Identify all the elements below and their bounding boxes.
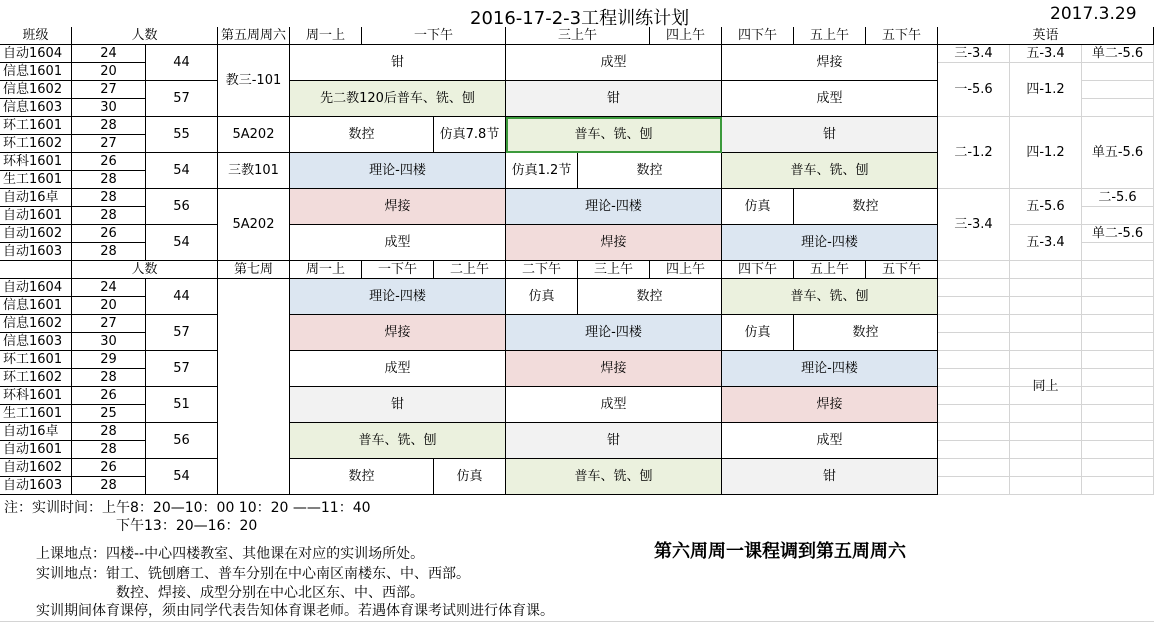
course-cell[interactable]: 钳 <box>506 423 722 459</box>
course-cell[interactable]: 仿真 <box>722 315 794 351</box>
course-cell[interactable]: 成型 <box>722 423 938 459</box>
english-cell[interactable]: 二-5.6 <box>1082 189 1154 207</box>
header-thu-am: 四上午 <box>650 261 722 279</box>
schedule-title: 2016-17-2-3工程训练计划 <box>470 8 690 29</box>
header-class: 班级 <box>0 27 72 45</box>
course-cell[interactable]: 普车、铣、刨 <box>722 279 938 315</box>
course-cell[interactable]: 焊接 <box>722 387 938 423</box>
class-name: 自动1604 <box>0 279 72 297</box>
note-time-am: 注：实训时间：上午8：20—10：00 10：20 ——11：40 <box>4 500 371 516</box>
course-cell[interactable]: 钳 <box>290 45 506 81</box>
header-mon-am: 周一上 <box>290 27 362 45</box>
english-cell[interactable] <box>1010 459 1082 477</box>
schedule-date: 2017.3.29 <box>1050 4 1137 24</box>
group-total: 51 <box>146 387 218 423</box>
english-cell[interactable] <box>938 261 1010 279</box>
english-cell[interactable]: 单五-5.6 <box>1082 117 1154 189</box>
course-cell[interactable]: 理论-四楼 <box>290 153 506 189</box>
group-total: 44 <box>146 45 218 81</box>
english-cell[interactable] <box>1082 477 1154 495</box>
english-cell[interactable] <box>1082 459 1154 477</box>
course-cell[interactable]: 焊接 <box>722 45 938 81</box>
course-cell[interactable]: 数控 <box>794 189 938 225</box>
english-cell[interactable] <box>1082 99 1154 117</box>
group-total: 55 <box>146 117 218 153</box>
group-total: 57 <box>146 81 218 117</box>
class-name: 自动1603 <box>0 243 72 261</box>
header-mon-am: 周一上 <box>290 261 362 279</box>
class-name: 环科1601 <box>0 387 72 405</box>
class-count: 26 <box>72 387 146 405</box>
class-count: 28 <box>72 477 146 495</box>
header-thu-pm: 四下午 <box>722 261 794 279</box>
class-name: 环科1601 <box>0 153 72 171</box>
class-count: 26 <box>72 225 146 243</box>
english-cell[interactable] <box>1082 261 1154 279</box>
class-count: 30 <box>72 99 146 117</box>
group-total: 57 <box>146 351 218 387</box>
english-cell[interactable] <box>1010 441 1082 459</box>
header-thu-am: 四上午 <box>650 27 722 45</box>
course-cell[interactable]: 数控 <box>578 153 722 189</box>
english-cell[interactable] <box>1010 315 1082 333</box>
english-cell[interactable] <box>1082 243 1154 261</box>
english-cell[interactable] <box>1082 207 1154 225</box>
english-cell[interactable] <box>1010 423 1082 441</box>
class-count: 26 <box>72 459 146 477</box>
course-cell[interactable]: 焊接 <box>290 315 506 351</box>
english-cell[interactable] <box>938 423 1010 441</box>
class-count: 27 <box>72 135 146 153</box>
header-week5: 第五周周六 <box>218 27 290 45</box>
header-thu-pm: 四下午 <box>722 27 794 45</box>
header-fri-pm: 五下午 <box>866 27 938 45</box>
header-tue-am: 二上午 <box>434 261 506 279</box>
course-cell[interactable]: 普车、铣、刨 <box>722 153 938 189</box>
course-cell[interactable]: 普车、铣、刨 <box>290 423 506 459</box>
room-blank <box>218 279 290 495</box>
class-count: 28 <box>72 423 146 441</box>
header-tue-pm: 二下午 <box>506 261 578 279</box>
header-english: 英语 <box>938 27 1154 45</box>
course-cell[interactable]: 成型 <box>506 387 722 423</box>
course-cell[interactable]: 钳 <box>290 387 506 423</box>
header-blank <box>0 261 72 279</box>
course-cell[interactable]: 成型 <box>290 225 506 261</box>
course-cell[interactable]: 理论-四楼 <box>506 315 722 351</box>
english-cell[interactable] <box>1010 261 1082 279</box>
class-name: 自动1603 <box>0 477 72 495</box>
course-cell[interactable]: 数控 <box>794 315 938 351</box>
class-count: 28 <box>72 441 146 459</box>
header-fri-pm: 五下午 <box>866 261 938 279</box>
course-cell[interactable]: 普车、铣、刨 <box>506 459 722 495</box>
english-cell[interactable] <box>1010 279 1082 297</box>
class-name: 生工1601 <box>0 405 72 423</box>
class-name: 生工1601 <box>0 171 72 189</box>
group-total: 56 <box>146 189 218 225</box>
course-cell[interactable]: 理论-四楼 <box>290 279 506 315</box>
header-wed-am: 三上午 <box>506 27 650 45</box>
course-cell[interactable]: 仿真7.8节 <box>434 117 506 153</box>
schedule-change-remark: 第六周周一课程调到第五周周六 <box>654 541 906 562</box>
english-cell[interactable]: 四-1.2 <box>1010 63 1082 117</box>
group-total: 57 <box>146 315 218 351</box>
course-cell[interactable]: 仿真 <box>722 189 794 225</box>
header-count: 人数 <box>72 27 218 45</box>
english-cell[interactable] <box>1082 297 1154 315</box>
course-cell[interactable]: 先二教120后普车、铣、刨 <box>290 81 506 117</box>
bottom-gridline <box>0 621 1154 622</box>
room: 教三-101 <box>218 45 290 117</box>
course-cell[interactable]: 钳 <box>506 81 722 117</box>
english-cell[interactable]: 单二-5.6 <box>1082 45 1154 63</box>
course-cell[interactable]: 焊接 <box>506 225 722 261</box>
class-name: 环工1602 <box>0 135 72 153</box>
course-cell[interactable]: 理论-四楼 <box>722 225 938 261</box>
english-cell[interactable]: 同上 <box>938 351 1154 423</box>
english-cell[interactable] <box>1010 477 1082 495</box>
english-cell[interactable] <box>938 441 1010 459</box>
class-name: 信息1602 <box>0 315 72 333</box>
note-pe: 实训期间体育课停，须由同学代表告知体育课老师。若遇体育课考试则进行体育课。 <box>36 603 554 619</box>
class-count: 20 <box>72 63 146 81</box>
header-fri-am: 五上午 <box>794 27 866 45</box>
group-total: 54 <box>146 459 218 495</box>
class-count: 28 <box>72 369 146 387</box>
course-cell[interactable]: 成型 <box>290 351 506 387</box>
course-cell[interactable]: 焊接 <box>506 351 722 387</box>
english-cell[interactable]: 二-1.2 <box>938 117 1010 189</box>
class-count: 27 <box>72 81 146 99</box>
english-cell[interactable] <box>938 279 1010 297</box>
english-cell[interactable] <box>938 477 1010 495</box>
course-cell[interactable]: 钳 <box>722 459 938 495</box>
class-count: 28 <box>72 243 146 261</box>
header-mon-pm: 一下午 <box>362 27 506 45</box>
header-week7: 第七周 <box>218 261 290 279</box>
class-name: 环工1601 <box>0 117 72 135</box>
english-cell[interactable] <box>1082 63 1154 81</box>
course-cell[interactable]: 成型 <box>506 45 722 81</box>
note-train-location-2: 数控、焊接、成型分别在中心北区东、中、西部。 <box>116 585 424 601</box>
room: 5A202 <box>218 189 290 261</box>
group-total: 54 <box>146 225 218 261</box>
class-name: 环工1601 <box>0 351 72 369</box>
class-count: 28 <box>72 171 146 189</box>
class-count: 20 <box>72 297 146 315</box>
english-cell[interactable] <box>938 333 1010 351</box>
english-cell[interactable]: 四-1.2 <box>1010 117 1082 189</box>
english-cell[interactable] <box>938 459 1010 477</box>
header-mon-pm: 一下午 <box>362 261 434 279</box>
course-cell[interactable]: 普车、铣、刨 <box>506 117 722 153</box>
class-name: 自动16卓 <box>0 423 72 441</box>
group-total: 44 <box>146 279 218 315</box>
class-name: 信息1602 <box>0 81 72 99</box>
class-name: 自动1602 <box>0 459 72 477</box>
header-wed-am: 三上午 <box>578 261 650 279</box>
english-cell[interactable] <box>1082 441 1154 459</box>
room: 三教101 <box>218 153 290 189</box>
class-name: 自动1602 <box>0 225 72 243</box>
room: 5A202 <box>218 117 290 153</box>
class-count: 28 <box>72 207 146 225</box>
class-name: 信息1601 <box>0 297 72 315</box>
english-cell[interactable]: 五-5.6 <box>1010 189 1082 225</box>
class-name: 自动1601 <box>0 441 72 459</box>
english-cell[interactable]: 三-3.4 <box>938 189 1010 261</box>
class-count: 24 <box>72 45 146 63</box>
header-fri-am: 五上午 <box>794 261 866 279</box>
english-cell[interactable]: 三-3.4 <box>938 45 1010 63</box>
group-total: 54 <box>146 153 218 189</box>
course-cell[interactable]: 钳 <box>722 117 938 153</box>
note-time-pm: 下午13：20—16：20 <box>116 518 258 534</box>
english-cell[interactable] <box>1082 315 1154 333</box>
class-count: 25 <box>72 405 146 423</box>
course-cell[interactable]: 仿真 <box>434 459 506 495</box>
english-cell[interactable]: 五-3.4 <box>1010 45 1082 63</box>
english-cell[interactable] <box>1082 423 1154 441</box>
course-cell[interactable]: 数控 <box>290 117 434 153</box>
class-name: 信息1603 <box>0 99 72 117</box>
english-cell[interactable]: 一-5.6 <box>938 63 1010 117</box>
course-cell[interactable]: 理论-四楼 <box>506 189 722 225</box>
english-cell[interactable] <box>1010 333 1082 351</box>
class-count: 30 <box>72 333 146 351</box>
class-count: 29 <box>72 351 146 369</box>
note-train-location: 实训地点：钳工、铣刨磨工、普车分别在中心南区南楼东、中、西部。 <box>36 566 470 582</box>
course-cell[interactable]: 数控 <box>290 459 434 495</box>
english-cell[interactable] <box>938 297 1010 315</box>
course-cell[interactable]: 理论-四楼 <box>722 351 938 387</box>
group-total: 56 <box>146 423 218 459</box>
note-class-location: 上课地点：四楼--中心四楼教室、其他课在对应的实训场所处。 <box>36 546 425 562</box>
english-cell[interactable] <box>1082 81 1154 99</box>
class-name: 自动16卓 <box>0 189 72 207</box>
english-cell[interactable] <box>938 315 1010 333</box>
english-cell[interactable] <box>1010 297 1082 315</box>
english-cell[interactable]: 五-3.4 <box>1010 225 1082 261</box>
class-name: 自动1604 <box>0 45 72 63</box>
class-count: 26 <box>72 153 146 171</box>
class-count: 28 <box>72 189 146 207</box>
course-cell[interactable]: 数控 <box>578 279 722 315</box>
class-name: 自动1601 <box>0 207 72 225</box>
course-cell[interactable]: 仿真1.2节 <box>506 153 578 189</box>
class-count: 28 <box>72 117 146 135</box>
class-name: 环工1602 <box>0 369 72 387</box>
class-count: 27 <box>72 315 146 333</box>
english-cell[interactable] <box>1082 279 1154 297</box>
class-count: 24 <box>72 279 146 297</box>
course-cell[interactable]: 仿真 <box>506 279 578 315</box>
class-name: 信息1603 <box>0 333 72 351</box>
english-cell[interactable]: 单二-5.6 <box>1082 225 1154 243</box>
header-count: 人数 <box>72 261 218 279</box>
class-name: 信息1601 <box>0 63 72 81</box>
course-cell[interactable]: 成型 <box>722 81 938 117</box>
course-cell[interactable]: 焊接 <box>290 189 506 225</box>
english-cell[interactable] <box>1082 333 1154 351</box>
